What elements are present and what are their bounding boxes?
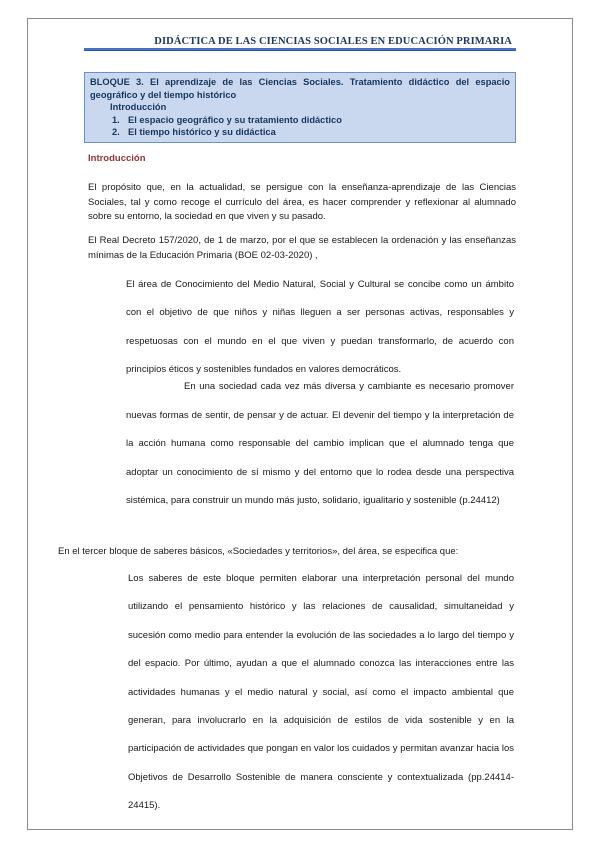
toc-intro: Introducción: [110, 102, 167, 112]
paragraph-third-block: En el tercer bloque de saberes básicos, «Sociedades y territorios», del área, se especifica que:: [58, 546, 459, 557]
header-rule: [84, 48, 516, 51]
toc-item-label: El tiempo histórico y su didáctica: [128, 127, 276, 137]
toc-item: [90, 126, 510, 139]
toc-item-label: El espacio geográfico y su tratamiento didáctico: [128, 114, 342, 125]
quote-knowledge-block: Los saberes de este bloque permiten elaborar una interpretación personal del mundo utilizando el pensamiento histórico y las relaciones de causalidad, simultaneidad y sucesión como medio para entender la evolución de las sociedades a lo largo del tiempo y del espacio. Por último, ayudan a que el alumnado conozca las interacciones entre las actividades humanas y el medio natural y social, así como el impacto ambiental que generan, para involucrarlo en la adquisición de estilos de vida sostenible y en la participación de actividades que pongan en valor los cuidados y permitan avanzar hacia los Objetivos de Desarrollo Sostenible de manera consciente y contextualizada (pp.24414-24415).: [128, 573, 514, 812]
toc-title: BLOQUE 3. El aprendizaje de las Ciencias Sociales. Tratamiento didáctico del espacio geográfico y del tiempo histórico: [90, 77, 510, 100]
toc-item: [90, 114, 510, 127]
quote-area-definition: El área de Conocimiento del Medio Natural, Social y Cultural se concibe como un ámbito con el objetivo de que niños y niñas lleguen a ser personas activas, responsables y respetuosas con el mundo en el que viven y puedan transformarlo, de acuerdo con principios éticos y sostenibles fundados en valores democráticos.: [126, 279, 514, 375]
running-header: DIDÁCTICA DE LAS CIENCIAS SOCIALES EN EDUCACIÓN PRIMARIA: [154, 36, 512, 47]
toc-item-number: 2.: [112, 127, 120, 137]
paragraph-intro: El propósito que, en la actualidad, se persigue con la enseñanza-aprendizaje de las Ciencias Sociales, tal y como recoge el currículo del área, es hacer comprender y reflexionar al alumnado sobre su entorno, la sociedad en que viven y su pasado.: [88, 182, 516, 222]
toc-item-number: 1.: [112, 114, 120, 125]
section-title: Introducción: [88, 153, 146, 164]
toc-box: [84, 72, 516, 143]
paragraph-decree: El Real Decreto 157/2020, de 1 de marzo, por el que se establecen la ordenación y las enseñanzas mínimas de la Educación Primaria (BOE 02-03-2020) ,: [88, 235, 516, 261]
quote-society: En una sociedad cada vez más diversa y cambiante es necesario promover nuevas formas de sentir, de pensar y de actuar. El devenir del tiempo y la interpretación de la acción humana como responsable del cambio implican que el alumnado tenga que adoptar un conocimiento de sí mismo y del entorno que lo rodea desde una perspectiva sistémica, para construir un mundo más justo, solidario, igualitario y sostenible (p.24412): [126, 381, 514, 507]
